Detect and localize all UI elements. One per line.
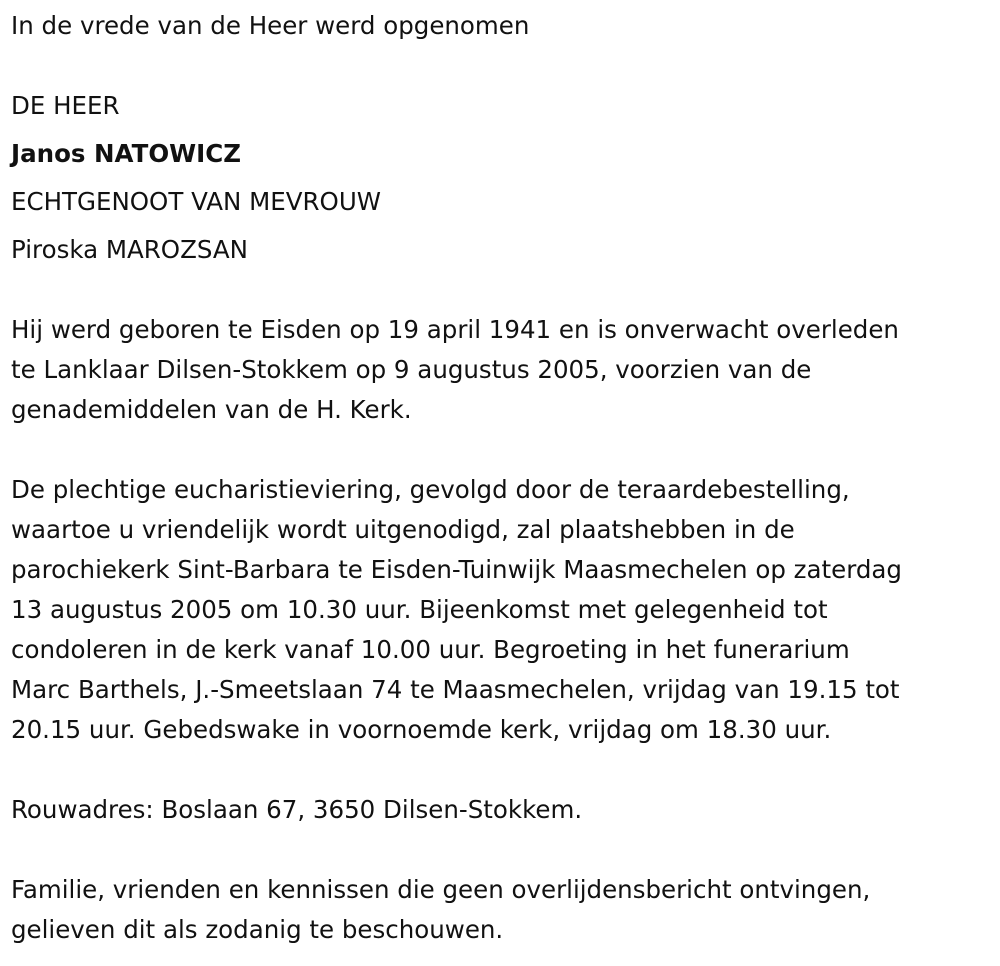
intro-line: In de vrede van de Heer werd opgenomen [11,11,530,40]
spouse-title: ECHTGENOOT VAN MEVROUW [11,187,382,216]
honorific: DE HEER [11,91,120,120]
paragraph-line: 20.15 uur. Gebedswake in voornoemde kerk, vrijdag om 18.30 uur. [11,715,832,744]
spouse-name: Piroska MAROZSAN [11,235,248,264]
paragraph-line: waartoe u vriendelijk wordt uitgenodigd, zal plaatshebben in de [11,515,795,544]
mourning-address: Rouwadres: Boslaan 67, 3650 Dilsen-Stokkem. [11,795,583,824]
paragraph-line: Marc Barthels, J.-Smeetslaan 74 te Maasmechelen, vrijdag van 19.15 tot [11,675,900,704]
paragraph-line: gelieven dit als zodanig te beschouwen. [11,915,504,944]
paragraph-line: te Lanklaar Dilsen-Stokkem op 9 augustus 2005, voorzien van de [11,355,812,384]
mourning-address-paragraph [11,790,991,830]
deceased-first-name: Janos [11,139,86,168]
paragraph-line: Familie, vrienden en kennissen die geen overlijdensbericht ontvingen, [11,875,871,904]
paragraph-line: De plechtige eucharistieviering, gevolgd door de teraardebestelling, [11,475,850,504]
birth-death-paragraph [11,310,991,430]
deceased-last-name: NATOWICZ [94,139,242,168]
deceased-name [11,134,241,174]
paragraph-line: genademiddelen van de H. Kerk. [11,395,412,424]
paragraph-line: Hij werd geboren te Eisden op 19 april 1941 en is onverwacht overleden [11,315,899,344]
paragraph-line: parochiekerk Sint-Barbara te Eisden-Tuinwijk Maasmechelen op zaterdag [11,555,902,584]
ceremony-paragraph [11,470,991,750]
family-paragraph [11,870,991,950]
paragraph-line: condoleren in de kerk vanaf 10.00 uur. Begroeting in het funerarium [11,635,850,664]
paragraph-line: 13 augustus 2005 om 10.30 uur. Bijeenkomst met gelegenheid tot [11,595,828,624]
